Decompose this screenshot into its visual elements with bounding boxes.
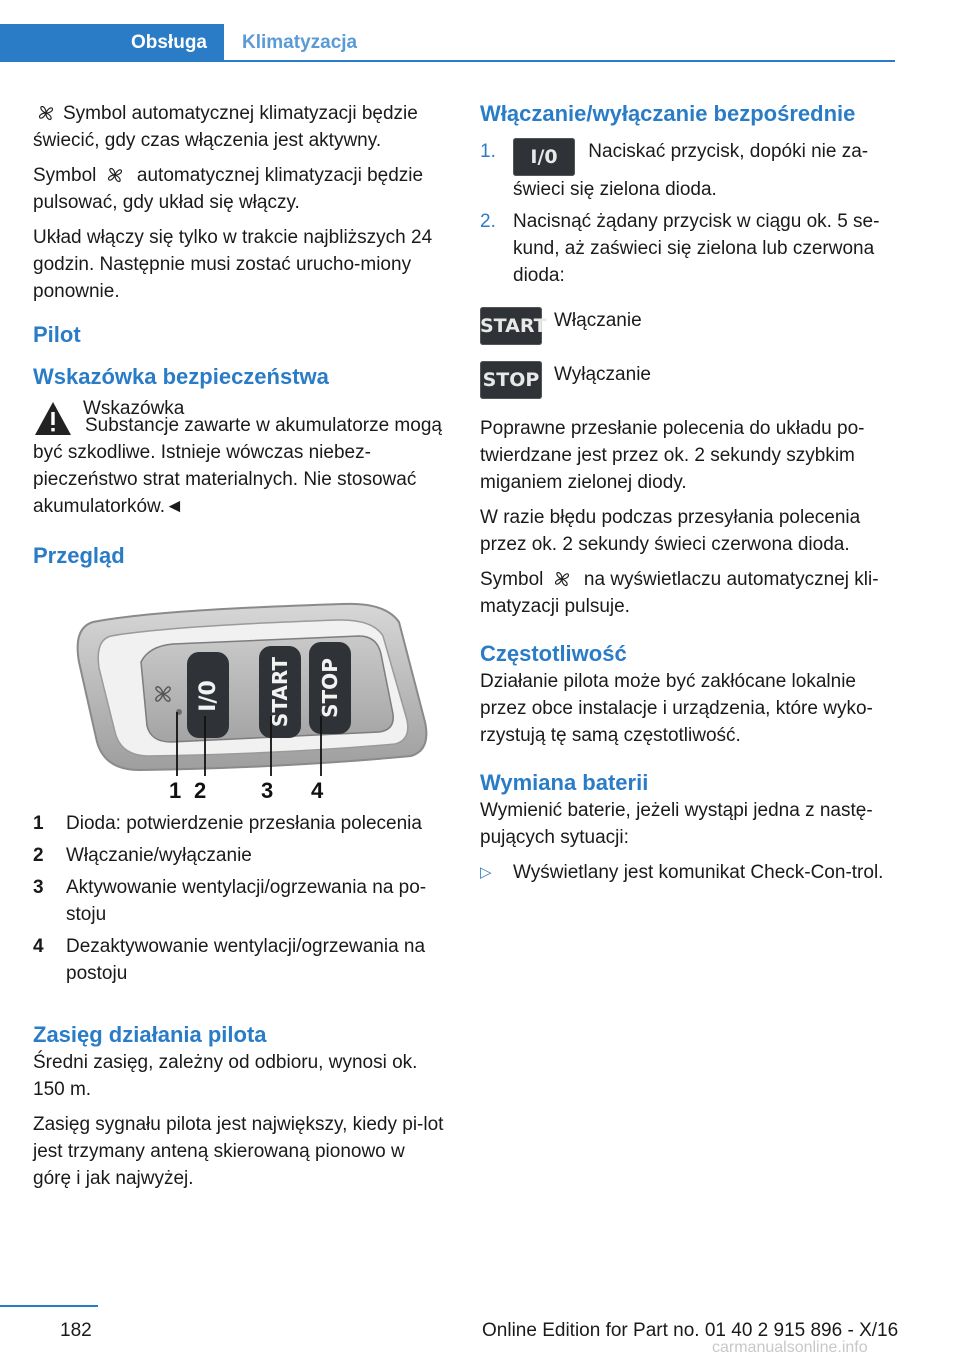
footer-rule <box>0 1305 98 1307</box>
start-label: Włączanie <box>554 310 642 331</box>
paragraph-24h: Układ włączy się tylko w trakcie najbliższych 24 godzin. Następnie musi zostać urucho‐miony ponownie. <box>33 227 433 302</box>
paragraph-text: Symbol automatycznej klimatyzacji będzie świecić, gdy czas włączenia jest aktywny. <box>33 103 418 151</box>
callout-1: 1 <box>169 778 182 802</box>
heading-range: Zasięg działania pilota <box>33 1022 267 1047</box>
heading-pilot: Pilot <box>33 322 81 347</box>
heading-safety: Wskazówka bezpieczeństwa <box>33 364 329 389</box>
callout-2: 2 <box>194 778 207 802</box>
legend-num: 4 <box>33 936 44 957</box>
paragraph-range-2: Zasięg sygnału pilota jest największy, kiedy pi‐lot jest trzymany anteną skierowaną pionowo w górę i jak najwyżej. <box>33 1114 444 1189</box>
fan-icon <box>553 570 571 588</box>
paragraph-text: Symbol <box>480 569 544 590</box>
callout-4: 4 <box>311 778 324 802</box>
page-header <box>0 0 895 62</box>
tab-obsluga: Obsługa <box>0 24 224 62</box>
fob-button-stop <box>309 642 351 734</box>
legend-text: Dezaktywowanie wentylacji/ogrzewania na postoju <box>66 936 426 984</box>
step-number: 2. <box>480 211 496 232</box>
legend-text: Dioda: potwierdzenie przesłania polecenia <box>66 813 422 834</box>
step-text: Naciskać przycisk, dopóki nie za‐świeci się zielona dioda. <box>513 141 869 200</box>
heading-battery: Wymiana baterii <box>480 770 649 795</box>
edition-text: Online Edition for Part no. 01 40 2 915 896 - X/16 <box>482 1320 899 1341</box>
heading-overview: Przegląd <box>33 543 125 568</box>
fob-button-io <box>187 652 229 738</box>
fan-icon <box>37 104 55 122</box>
left-column <box>33 100 448 1200</box>
paragraph-error: W razie błędu podczas przesyłania polecenia przez ok. 2 sekundy świeci czerwona dioda. <box>480 507 861 555</box>
page-number: 182 <box>60 1320 92 1341</box>
step-2: Nacisnąć żądany przycisk w ciągu ok. 5 se‐kund, aż zaświeci się zielona lub czerwona dioda: <box>513 211 880 286</box>
right-column <box>480 100 898 886</box>
paragraph-confirm: Poprawne przesłanie polecenia do układu po‐twierdzane jest przez ok. 2 sekundy szybkim miganiem zielonej diody. <box>480 418 865 493</box>
callout-3: 3 <box>261 778 274 802</box>
tab-klimatyzacja: Klimatyzacja <box>242 32 358 53</box>
bullet-text: Wyświetlany jest komunikat Check-Con‐trol. <box>513 862 884 883</box>
legend-text: Włączanie/wyłączanie <box>66 845 252 866</box>
legend-num: 1 <box>33 813 44 834</box>
paragraph-text: Symbol <box>33 165 97 186</box>
paragraph-symbol-lit <box>33 100 448 154</box>
remote-key-illustration <box>33 592 448 802</box>
paragraph-text: automatycznej klimatyzacji będzie pulsować, gdy układ się włączy. <box>33 165 424 213</box>
header-rule <box>0 60 895 62</box>
legend-num: 3 <box>33 877 44 898</box>
step-1 <box>513 138 898 203</box>
start-row <box>480 307 898 345</box>
bullet-item <box>480 859 898 886</box>
paragraph-frequency: Działanie pilota może być zakłócane lokalnie przez obce instalacje i urządzenia, które wyko‐rzystują tę samą częstotliwość. <box>480 671 873 746</box>
button-stop-icon: STOP <box>480 361 542 399</box>
fob-button-io-label: I/0 <box>196 680 221 712</box>
fan-icon <box>106 166 124 184</box>
heading-direct: Włączanie/wyłączanie bezpośrednie <box>480 101 856 126</box>
stop-row <box>480 361 898 399</box>
legend-text: Aktywowanie wentylacji/ogrzewania na po‐stoju <box>66 877 427 925</box>
warning-triangle-icon <box>33 399 73 439</box>
watermark: carmanualsonline.info <box>712 1339 868 1356</box>
button-io-icon: I/0 <box>513 138 575 176</box>
fob-button-stop-label: STOP <box>318 658 342 718</box>
paragraph-battery: Wymienić baterie, jeżeli wystąpi jedna z nastę‐pujących sytuacji: <box>480 800 873 848</box>
safety-note <box>33 395 448 520</box>
paragraph-symbol-display <box>480 566 898 620</box>
paragraph-symbol-pulse <box>33 162 448 216</box>
fob-button-start <box>259 646 301 738</box>
fob-button-start-label: START <box>268 656 292 728</box>
stop-label: Wyłączanie <box>554 364 651 385</box>
step-number: 1. <box>480 141 496 162</box>
legend-list <box>33 810 448 987</box>
steps-list <box>480 138 898 289</box>
button-start-icon: START <box>480 307 542 345</box>
warning-text: Substancje zawarte w akumulatorze mogą być szkodliwe. Istnieje wówczas niebez‐pieczeństwo strat materialnych. Nie stosować akumulatorków.◄ <box>33 415 442 517</box>
bullet-marker: ▷ <box>480 864 492 881</box>
heading-frequency: Częstotliwość <box>480 641 627 666</box>
paragraph-text: na wyświetlaczu automatycznej kli‐matyzacji pulsuje. <box>480 569 879 617</box>
legend-num: 2 <box>33 845 44 866</box>
paragraph-range-1: Średni zasięg, zależny od odbioru, wynosi ok. 150 m. <box>33 1052 418 1100</box>
warning-title: Wskazówka <box>83 398 185 419</box>
